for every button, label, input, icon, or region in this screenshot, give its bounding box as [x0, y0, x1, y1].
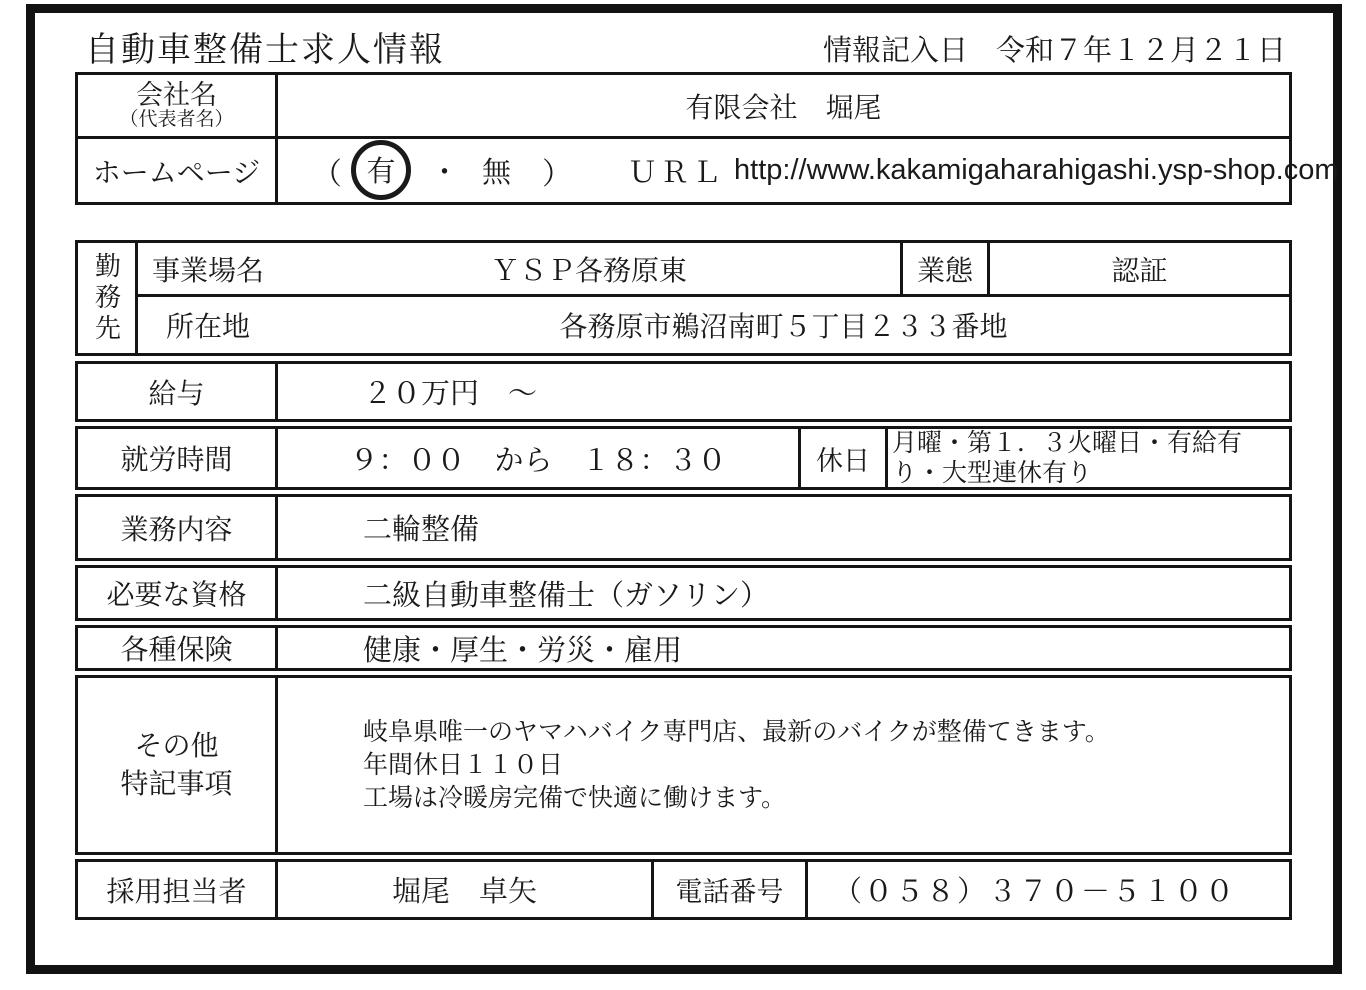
url-value: http://www.kakamigaharahigashi.ysp-shop.com — [734, 154, 1339, 186]
duties-label: 業務内容 — [78, 497, 278, 558]
recruiter-value: 堀尾 卓矢 — [391, 876, 537, 908]
notes-label-line2: 特記事項 — [120, 768, 233, 799]
company-name-row — [78, 75, 1289, 139]
address-value: 各務原市鵜沼南町５丁目２３３番地 — [559, 311, 1008, 342]
notes-line: 岐阜県唯一のヤマハバイク専門店、最新のバイクが整備てきます。 — [363, 717, 1110, 746]
workplace-rows — [138, 243, 1289, 353]
business-type-label: 業態 — [900, 243, 990, 294]
hours-row — [75, 426, 1292, 490]
salary-label: 給与 — [78, 364, 278, 419]
recruiter-row — [75, 859, 1292, 920]
recruiter-label: 採用担当者 — [78, 862, 278, 917]
company-name-label: 会社名 — [136, 80, 217, 111]
phone-label: 電話番号 — [651, 862, 808, 917]
homepage-row — [78, 139, 1339, 202]
paren-open: （ — [312, 157, 342, 191]
phone-value: （０５８）３７０－５１００ — [833, 876, 1237, 908]
representative-name-sublabel: （代表者名） — [119, 108, 234, 130]
qualification-row — [75, 565, 1292, 621]
notes-line: 年間休日１１０日 — [363, 750, 564, 779]
holiday-value: 月曜・第１．３火曜日・有給有り・大型連休有り — [892, 429, 1243, 487]
notes-row — [75, 675, 1292, 855]
workplace-unit — [75, 240, 1292, 356]
company-table — [75, 72, 1339, 205]
hours-label: 就労時間 — [78, 429, 278, 487]
work-info-table — [75, 240, 1292, 920]
business-name-row — [138, 243, 1289, 297]
workplace-label-cell — [78, 243, 138, 353]
hours-value: ９：００ から １８：３０ — [349, 444, 727, 477]
selected-option-circle — [351, 140, 411, 200]
insurance-row — [75, 625, 1292, 671]
company-name-label-cell — [78, 75, 278, 136]
url-label: ＵＲＬ — [628, 157, 725, 189]
entry-date-label: 情報記入日 — [822, 35, 968, 67]
qualification-label: 必要な資格 — [78, 568, 278, 618]
option-no: 無 — [482, 157, 512, 189]
notes-value — [278, 678, 1289, 852]
option-yes: 有 — [366, 156, 396, 188]
entry-date — [823, 28, 1286, 69]
notes-label-cell — [78, 678, 278, 852]
workplace-label: 勤務先 — [91, 251, 122, 345]
paren-close: ） — [542, 157, 573, 191]
duties-value: 二輪整備 — [363, 514, 480, 546]
business-name-value: ＹＳＰ各務原東 — [490, 254, 687, 286]
notes-label-line1: その他 — [134, 730, 219, 762]
insurance-value: 健康・厚生・労災・雇用 — [363, 634, 683, 667]
address-label: 所在地 — [165, 311, 250, 342]
homepage-value-cell — [278, 139, 1339, 202]
option-separator: ・ — [430, 157, 460, 189]
address-row — [138, 297, 1289, 353]
qualification-value: 二級自動車整備士（ガソリン） — [363, 579, 770, 612]
homepage-label: ホームページ — [78, 139, 278, 202]
salary-row — [75, 361, 1292, 422]
business-name-label: 事業場名 — [151, 254, 264, 286]
duties-row — [75, 494, 1292, 561]
page-title: 自動車整備士求人情報 — [85, 31, 445, 69]
insurance-label: 各種保険 — [78, 628, 278, 668]
business-type-value: 認証 — [1111, 254, 1168, 286]
holiday-label: 休日 — [798, 429, 888, 487]
notes-line: 工場は冷暖房完備で快適に働けます。 — [363, 783, 787, 812]
salary-value: ２０万円 ～ — [363, 378, 538, 410]
entry-date-value: 令和７年１２月２１日 — [995, 35, 1286, 67]
company-name-value: 有限会社 堀尾 — [685, 91, 882, 123]
